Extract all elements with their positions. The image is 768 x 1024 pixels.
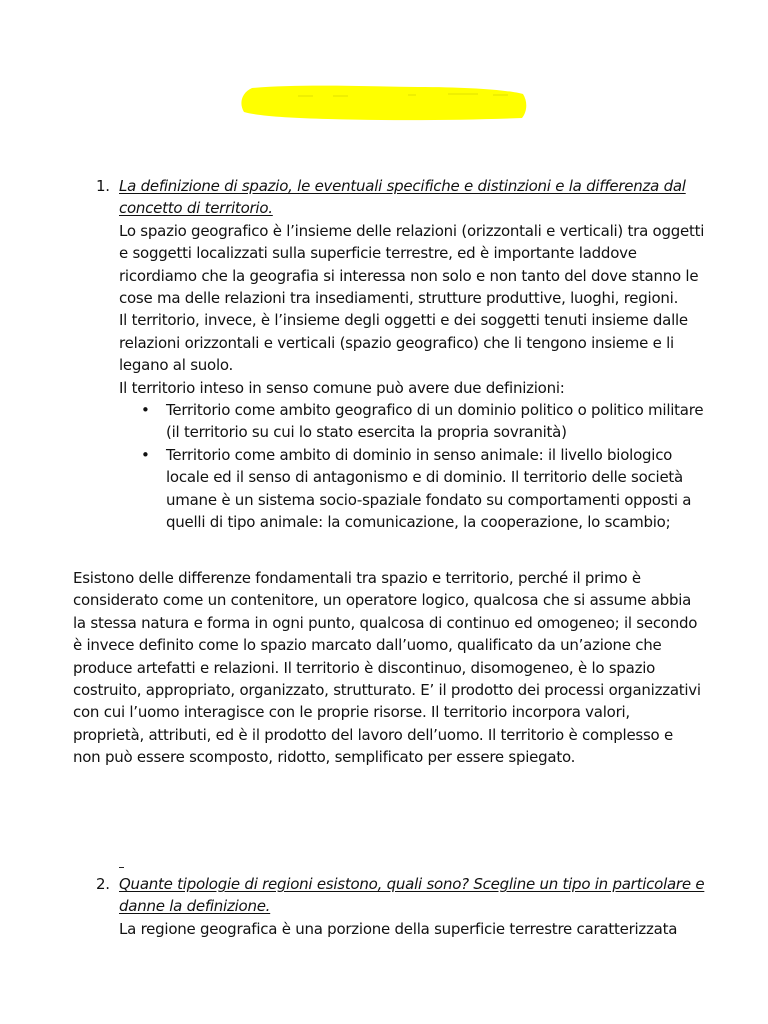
main-paragraph: Esistono delle differenze fondamentali tra spazio e territorio, perché il primo è considerato come un contenitore, un operatore logico, qualcosa che si assume abbia la stessa natura e forma in ogni punto, qualcosa di continuo ed omogeneo; il secondo è invece definito come lo spazio marcato dall’uomo, qualificato da un’azione che produce artefatti e relazioni. Il territorio è discontinuo, disomogeneo, è lo spazio costruito, appropriato, organizzato, strutturato. E’ il prodotto dei processi organizzativi con cui l’uomo interagisce con le proprie risorse. Il territorio incorpora valori, proprietà, attributi, ed è il prodotto del lavoro dell’uomo. Il territorio è complesso e non può essere scomposto, ridotto, semplificato per essere spiegato. [73,569,701,767]
question-2-number: 2. [96,875,110,893]
yellow-highlight-redaction [238,82,528,122]
question-1-body [119,220,706,534]
question-1-paragraph: Il territorio, invece, è l’insieme degli oggetti e dei soggetti tenuti insieme dalle relazioni orizzontali e verticali (spazio geografico) che li tengono insieme e li legano al suolo. [119,311,688,375]
bullet-icon: • [141,445,150,464]
question-2-title: Quante tipologie di regioni esistono, quali sono? Scegline un tipo in particolare e danne la definizione. [119,875,705,916]
bullet-icon: • [141,401,150,420]
bullet-list [119,399,706,533]
question-2-paragraph: La regione geografica è una porzione della superficie terrestre caratterizzata [119,919,678,938]
stray-underline-mark [119,867,124,868]
list-item-text: Territorio come ambito di dominio in senso animale: il livello biologico locale ed il senso di antagonismo e di dominio. Il territorio delle società umane è un sistema socio-spaziale fondato su comportamenti opposti a quelli di tipo animale: la comunicazione, la cooperazione, lo scambio; [166,445,692,532]
list-item [119,444,706,534]
question-1-number: 1. [96,177,110,195]
list-item [119,399,706,444]
question-1-title: La definizione di spazio, le eventuali specifiche e distinzioni e la differenza dal concetto di territorio. [119,177,686,218]
list-item-text: Territorio come ambito geografico di un dominio politico o politico militare (il territorio su cui lo stato esercita la propria sovranità) [166,401,704,442]
question-1 [96,175,706,534]
highlight-shape [241,86,526,120]
question-2 [96,873,706,940]
question-1-paragraph: Lo spazio geografico è l’insieme delle relazioni (orizzontali e verticali) tra oggetti e soggetti localizzati sulla superficie terrestre, ed è importante laddove ricordiamo che la geografia si interessa non solo e non tanto del dove stanno le cose ma delle relazioni tra insediamenti, strutture produttive, luoghi, regioni. [119,221,705,308]
question-2-body [119,918,706,940]
question-1-paragraph: Il territorio inteso in senso comune può avere due definizioni: [119,378,565,397]
